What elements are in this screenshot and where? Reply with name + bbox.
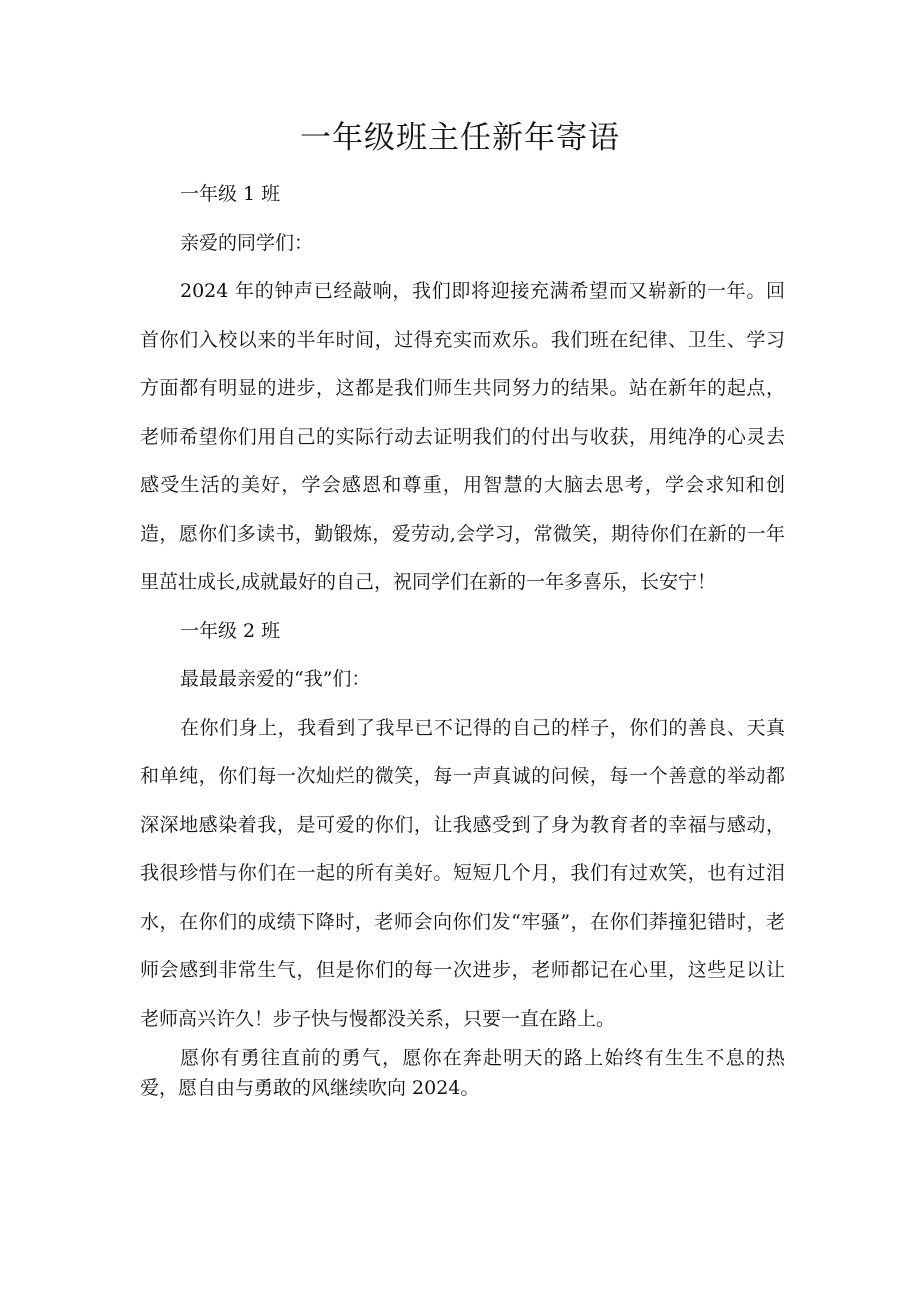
section-class-2 — [140, 607, 785, 1104]
section-class-1 — [140, 170, 785, 607]
greeting-line: 最最最亲爱的“我”们： — [180, 668, 371, 690]
document-body — [140, 170, 785, 1103]
body-paragraph-closing: 愿你有勇往直前的勇气，愿你在奔赴明天的路上始终有生生不息的热爱，愿自由与勇敢的风继续吹向 2024。 — [140, 1047, 785, 1099]
greeting-line: 亲爱的同学们： — [180, 231, 314, 254]
class-name-heading: 一年级 2 班 — [180, 619, 281, 642]
class-name-heading: 一年级 1 班 — [180, 183, 281, 205]
document-title: 一年级班主任新年寄语 — [300, 120, 620, 156]
body-paragraph: 2024 年的钟声已经敲响，我们即将迎接充满希望而又崭新的一年。回首你们入校以来的半年时间，过得充实而欢乐。我们班在纪律、卫生、学习方面都有明显的进步，这都是我们师生共同努力的结果。站在新年的起点，老师希望你们用自己的实际行动去证明我们的付出与收获，用纯净的心灵去感受生活的美好，学会感恩和尊重，用智慧的大脑去思考，学会求知和创造，愿你们多读书，勤锻炼，爱劳动,会学习，常微笑，期待你们在新的一年里茁壮成长,成就最好的自己，祝同学们在新的一年多喜乐，长安宁！ — [140, 280, 785, 593]
body-paragraph: 在你们身上，我看到了我早已不记得的自己的样子，你们的善良、天真和单纯，你们每一次灿烂的微笑，每一声真诚的问候，每一个善意的举动都深深地感染着我，是可爱的你们，让我感受到了身为教育者的幸福与感动，我很珍惜与你们在一起的所有美好。短短几个月，我们有过欢笑，也有过泪水，在你们的成绩下降时，老师会向你们发“牢骚”，在你们莽撞犯错时，老师会感到非常生气，但是你们的每一次进步，老师都记在心里，这些足以让老师高兴许久！步子快与慢都没关系，只要一直在路上。 — [140, 716, 785, 1030]
